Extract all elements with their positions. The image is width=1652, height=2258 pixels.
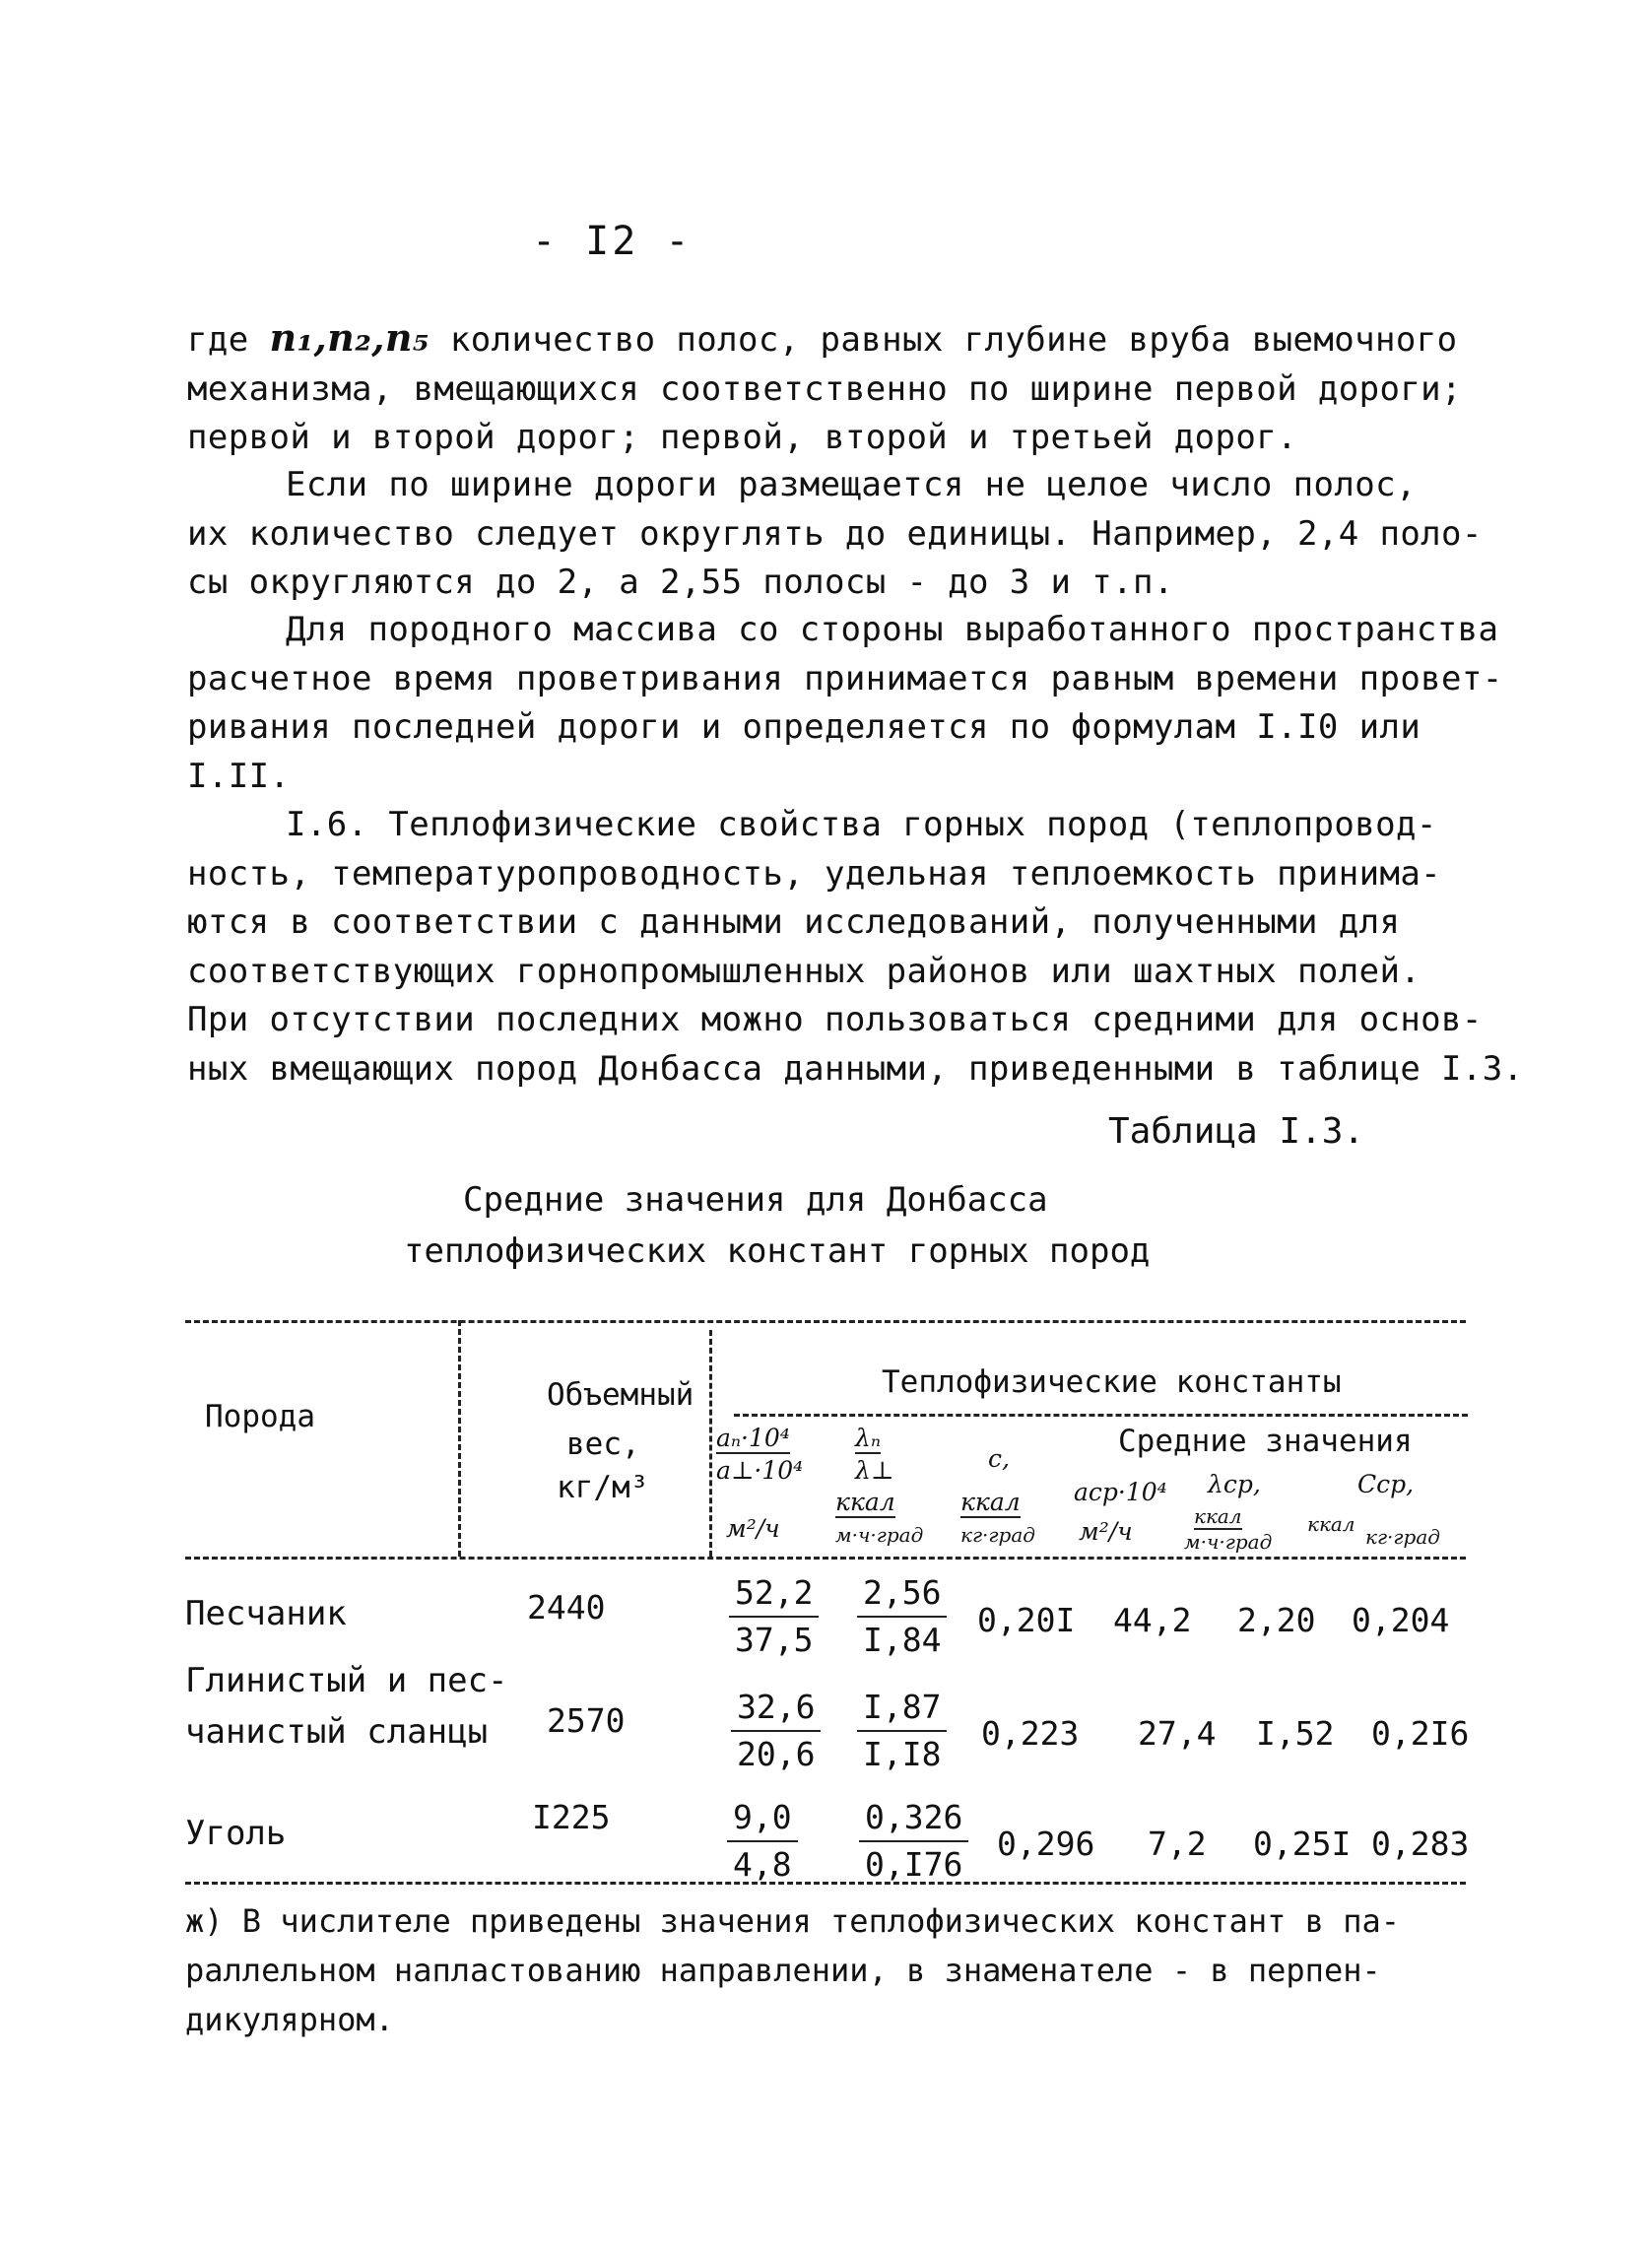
header-c-symbol: c, (988, 1444, 1010, 1473)
paragraph-line: их количество следует округлять до единицы. Например, 2,4 поло- (187, 513, 1483, 554)
table-rule-header-bottom (185, 1557, 1466, 1560)
row-c: 0,223 (981, 1714, 1080, 1753)
paragraph-line: При отсутствии последних можно пользоваться средними для основ- (187, 1000, 1483, 1039)
header-lambda-avg-unit-num: ккал (1194, 1504, 1242, 1528)
math-variables: n₁,n₂,n₅ (269, 315, 430, 360)
table-footnote (185, 1896, 1466, 2044)
paragraph-line: Для породного массива со стороны выработанного пространства (286, 610, 1499, 649)
header-c-avg: Сср, (1357, 1470, 1415, 1498)
row-a-fraction (729, 1570, 819, 1663)
header-a-ratio-den: a⊥·10⁴ (716, 1456, 804, 1485)
row-a-num: 9,0 (727, 1795, 798, 1842)
header-lambda-unit-den: м·ч·град (835, 1523, 924, 1547)
paragraph-line: ных вмещающих пород Донбасса данными, приведенными в таблице I.3. (187, 1048, 1524, 1089)
row-density: I225 (532, 1798, 611, 1836)
footnote-line: ж) В числителе приведены значения теплофизических констант в па- (185, 1902, 1400, 1940)
table-divider-2 (709, 1330, 712, 1557)
row-rock-name: чанистый сланцы (185, 1712, 489, 1752)
paragraph-line: ются в соответствии с данными исследований, полученными для (187, 902, 1401, 942)
row-c-avg: 0,283 (1371, 1825, 1470, 1863)
paragraph-line: I.II. (187, 756, 291, 796)
paragraph-strip-count (187, 313, 1468, 463)
header-lambda-ratio-num: λₙ (855, 1424, 881, 1452)
paragraph-line: I.6. Теплофизические свойства горных пород (теплопровод- (286, 805, 1437, 844)
table-label: Таблица I.3. (1108, 1111, 1365, 1152)
table-rule-bottom (185, 1882, 1466, 1885)
paragraph-line: ривания последней дороги и определяется по формулам I.I0 или (187, 707, 1421, 747)
row-a-avg: 27,4 (1138, 1714, 1217, 1753)
header-rock: Порода (205, 1399, 315, 1434)
row-a-fraction (727, 1795, 798, 1888)
header-lambda-unit-num: ккал (835, 1488, 895, 1516)
row-a-avg: 7,2 (1148, 1825, 1207, 1863)
row-lambda-den: I,I8 (863, 1735, 942, 1773)
row-rock-name: Песчаник (185, 1594, 347, 1633)
header-lambda-avg-unit-den: м·ч·град (1184, 1530, 1273, 1554)
row-a-avg: 44,2 (1113, 1601, 1192, 1639)
header-density-3: кг/м³ (557, 1470, 649, 1505)
row-a-den: 37,5 (735, 1621, 814, 1659)
row-c: 0,20I (977, 1601, 1076, 1639)
paragraph-text: где (187, 320, 249, 360)
row-lambda-num: 2,56 (857, 1570, 947, 1618)
row-density: 2440 (527, 1588, 606, 1627)
header-density-2: вес, (566, 1427, 640, 1462)
footnote-line: дикулярном. (185, 2001, 394, 2038)
row-a-num: 32,6 (731, 1685, 821, 1732)
table-divider-1 (458, 1320, 461, 1557)
paragraph-line: расчетное время проветривания принимается равным времени провет- (187, 658, 1503, 698)
row-lambda-den: I,84 (863, 1621, 942, 1659)
row-rock-name: Уголь (185, 1814, 287, 1853)
table-title-line: Средние значения для Донбасса (463, 1180, 1048, 1220)
row-c-avg: 0,204 (1352, 1601, 1450, 1639)
row-lambda-avg: 2,20 (1237, 1601, 1316, 1639)
paragraph-thermophysics (187, 801, 1524, 1094)
row-rock-name: Глинистый и пес- (185, 1661, 508, 1700)
header-c-avg-unit-den: кг·град (1365, 1525, 1440, 1549)
row-c-avg: 0,2I6 (1371, 1714, 1470, 1753)
paragraph-line: ность, температуропроводность, удельная теплоемкость принима- (187, 853, 1442, 894)
row-lambda-fraction (857, 1570, 947, 1663)
row-density: 2570 (547, 1701, 626, 1740)
header-c-avg-unit-num: ккал (1307, 1512, 1355, 1536)
paragraph-text: количество полос, равных глубине вруба выемочного (449, 320, 1458, 360)
footnote-line: раллельном напластованию направлении, в знаменателе - в перпен- (185, 1952, 1381, 1989)
row-c: 0,296 (997, 1825, 1095, 1863)
paragraph-goaf (187, 606, 1503, 801)
row-lambda-num: I,87 (857, 1685, 947, 1732)
row-a-den: 4,8 (733, 1845, 792, 1884)
row-lambda-num: 0,326 (859, 1795, 968, 1842)
table-title (404, 1174, 1290, 1277)
row-a-den: 20,6 (737, 1735, 816, 1773)
row-lambda-avg: I,52 (1256, 1714, 1335, 1753)
header-c-unit-den: кг·град (960, 1523, 1035, 1547)
row-lambda-fraction (859, 1795, 968, 1888)
header-a-unit: м²/ч (726, 1514, 780, 1543)
header-averages: Средние значения (1118, 1424, 1413, 1459)
table-rule-top (185, 1320, 1466, 1323)
row-lambda-fraction (857, 1685, 947, 1777)
header-a-avg: aср·10⁴ (1074, 1478, 1167, 1506)
header-lambda-ratio-den: λ⊥ (855, 1456, 894, 1485)
table-rule-thermo (734, 1414, 1468, 1417)
table-title-line: теплофизических констант горных пород (404, 1231, 1151, 1271)
row-a-num: 52,2 (729, 1570, 819, 1618)
row-a-fraction (731, 1685, 821, 1777)
header-c-unit-num: ккал (960, 1488, 1021, 1516)
page-number: - I2 - (532, 219, 693, 264)
header-a-ratio-num: aₙ·10⁴ (716, 1424, 790, 1452)
header-density-1: Объемный (547, 1377, 694, 1413)
paragraph-line: сы округляются до 2, а 2,55 полосы - до 3 и т.п. (187, 563, 1174, 602)
header-a-avg-unit: м²/ч (1079, 1517, 1133, 1546)
paragraph-line: соответствующих горнопромышленных районов или шахтных полей. (187, 951, 1421, 991)
row-lambda-den: 0,I76 (865, 1845, 963, 1884)
paragraph-line: первой и второй дорог; первой, второй и третьей дорог. (187, 418, 1297, 457)
paragraph-rounding (187, 461, 1483, 608)
paragraph-line: механизма, вмещающихся соответственно по ширине первой дороги; (187, 368, 1462, 409)
row-lambda-avg: 0,25I (1253, 1825, 1352, 1863)
header-thermo-constants: Теплофизические константы (882, 1364, 1342, 1400)
header-lambda-avg: λср, (1208, 1470, 1261, 1498)
paragraph-line: Если по ширине дороги размещается не целое число полос, (286, 465, 1417, 504)
